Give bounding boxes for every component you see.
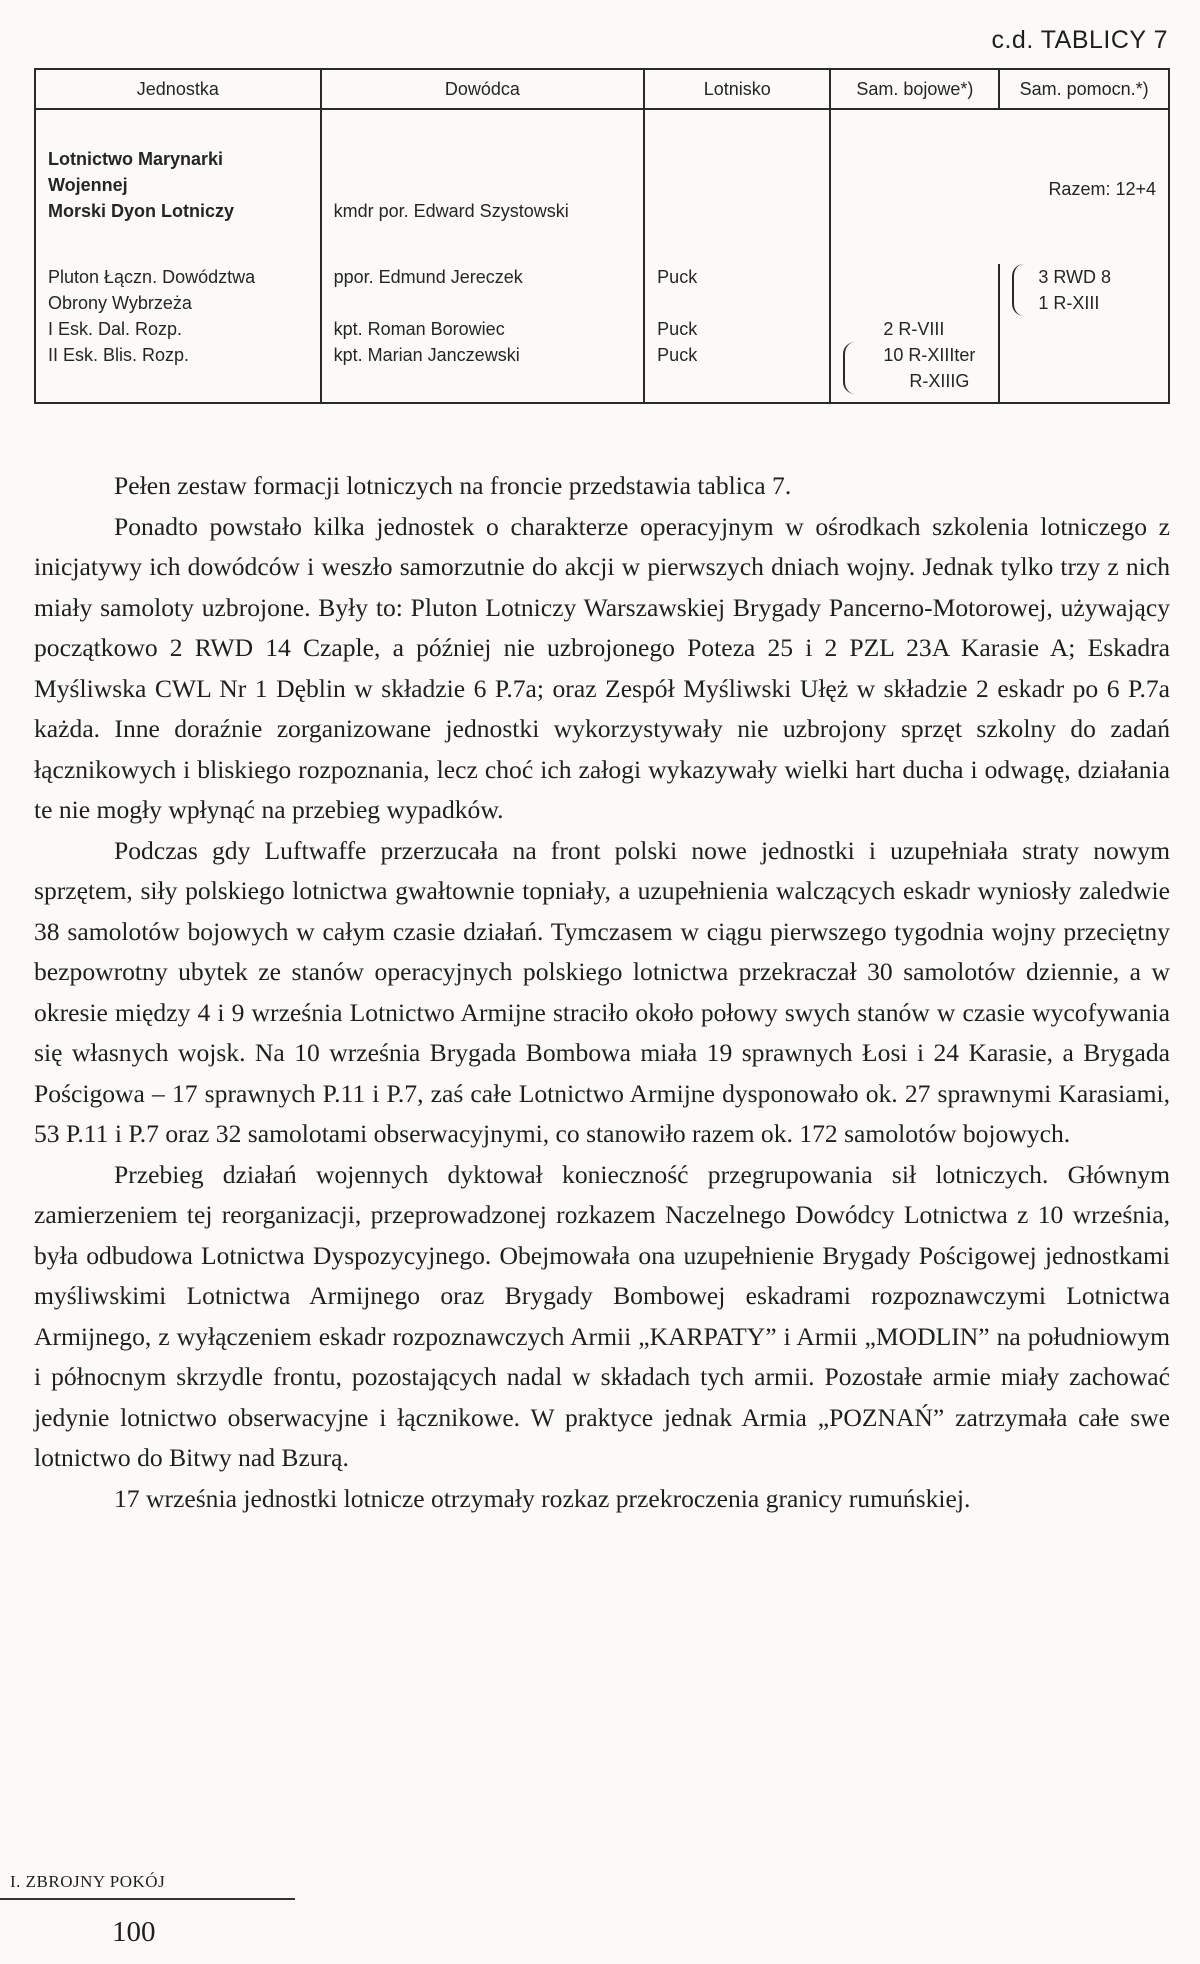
header-combat-aircraft: Sam. bojowe*) xyxy=(830,69,999,109)
group-total-cell xyxy=(830,109,1169,264)
table-caption: c.d. TABLICY 7 xyxy=(991,26,1168,54)
detail-combat-cell: 2 R-VIII 10 R-XIIIter R-XIIIG xyxy=(830,264,999,403)
combat-brace-group: 10 R-XIIIter R-XIIIG xyxy=(843,342,986,394)
paragraph: Podczas gdy Luftwaffe przerzucała na front polski nowe jednostki i uzupełniała straty nowym sprzętem, siły polskiego lotnictwa gwałtownie topniały, a uzupełnienia walczących eskadr wyniosły zaledwie 38 samolotów bojowych w całym czasie działań. Tymczasem w ciągu pierwszego tygodnia wojny przeciętny bezpowrotny ubytek ze stanów operacyjnych polskiego lotnictwa przekraczał 30 samolotów dziennie, a w okresie między 4 i 9 września Lotnictwo Armijne straciło około połowy swych stanów w czasie wycofywania się własnych wojsk. Na 10 września Brygada Bombowa miała 19 sprawnych Łosi i 24 Karasie, a Brygada Pościgowa – 17 sprawnych P.11 i P.7, zaś całe Lotnictwo Armijne dysponowało ok. 27 sprawnymi Karasiami, 53 P.11 i P.7 oraz 32 samolotami obserwacyjnymi, co stanowiło razem ok. 172 samolotów bojowych. xyxy=(34,835,1170,1148)
paragraph: Pełen zestaw formacji lotniczych na froncie przedstawia tablica 7. xyxy=(114,471,792,500)
brace-icon xyxy=(843,342,855,394)
support-brace-group: 3 RWD 8 1 R-XIII xyxy=(1012,264,1156,316)
group-unit-cell: Lotnictwo Marynarki Wojennej Morski Dyon Lotniczy xyxy=(35,109,321,264)
detail-airfield-cell: Puck Puck Puck xyxy=(644,264,830,403)
page-number: 100 xyxy=(112,1916,156,1948)
paragraph: Przebieg działań wojennych dyktował konieczność przegrupowania sił lotniczych. Głównym zamierzeniem tej reorganizacji, przeprowadzonej rozkazem Naczelnego Dowódcy Lotnictwa z 10 września, była odbudowa Lotnictwa Dyspozycyjnego. Obejmowała ona uzupełnienie Brygady Pościgowej jednostkami myśliwskimi Lotnictwa Armijnego oraz Brygady Bombowej eskadrami rozpoznawczymi Lotnictwa Armijnego, z wyłączeniem eskadr rozpoznawczych Armii „KARPATY” i Armii „MODLIN” na południowym i północnym skrzydle frontu, pozostających nadal w składach tych armii. Pozostałe armie miały zachować jedynie lotnictwo obserwacyjne i łącznikowe. W praktyce jednak Armia „POZNAŃ” zatrzymała całe swe lotnictwo do Bitwy nad Bzurą. xyxy=(34,1159,1170,1472)
header-unit: Jednostka xyxy=(35,69,321,109)
detail-commander-cell: ppor. Edmund Jereczek kpt. Roman Borowiec kpt. Marian Janczewski xyxy=(321,264,645,403)
detail-unit-cell: Pluton Łączn. Dowództwa Obrony Wybrzeża I Esk. Dal. Rozp. II Esk. Blis. Rozp. xyxy=(35,264,321,403)
paragraph: Ponadto powstało kilka jednostek o charakterze operacyjnym w ośrodkach szkolenia lotniczego z inicjatywy ich dowódców i weszło samorzutnie do akcji w pierwszych dniach wojny. Jednak tylko trzy z nich miały samoloty uzbrojone. Były to: Pluton Lotniczy Warszawskiej Brygady Pancerno-Motorowej, używający początkowo 2 RWD 14 Czaple, a później nie uzbrojonego Poteza 25 i 2 PZL 23A Karasie A; Eskadra Myśliwska CWL Nr 1 Dęblin w składzie 6 P.7a; oraz Zespół Myśliwski Ułęż w składzie 2 eskadr po 6 P.7a każda. Inne doraźnie zorganizowane jednostki wykorzystywały nie uzbrojony sprzęt szkolny do zadań łącznikowych i bliskiego rozpoznania, lecz choć ich załogi wykazywały wielki hart ducha i odwagę, działania te nie mogły wpłynąć na przebieg wypadków. xyxy=(34,511,1170,824)
units-table xyxy=(34,68,1170,404)
detail-support-cell xyxy=(999,264,1169,403)
section-footer: I. ZBROJNY POKÓJ xyxy=(0,1872,295,1900)
table-row xyxy=(35,109,1169,264)
paragraph: 17 września jednostki lotnicze otrzymały rozkaz przekroczenia granicy rumuńskiej. xyxy=(114,1483,971,1513)
group-airfield-cell xyxy=(644,109,830,264)
total-count: Razem: 12+4 xyxy=(1048,179,1156,199)
group-commander-cell: kmdr por. Edward Szystowski xyxy=(321,109,645,264)
table-row xyxy=(35,264,1169,403)
header-airfield: Lotnisko xyxy=(644,69,830,109)
header-support-aircraft: Sam. pomocn.*) xyxy=(999,69,1169,109)
body-text xyxy=(34,466,1170,1519)
table-header-row xyxy=(35,69,1169,109)
header-commander: Dowódca xyxy=(321,69,645,109)
brace-icon xyxy=(1012,264,1024,316)
